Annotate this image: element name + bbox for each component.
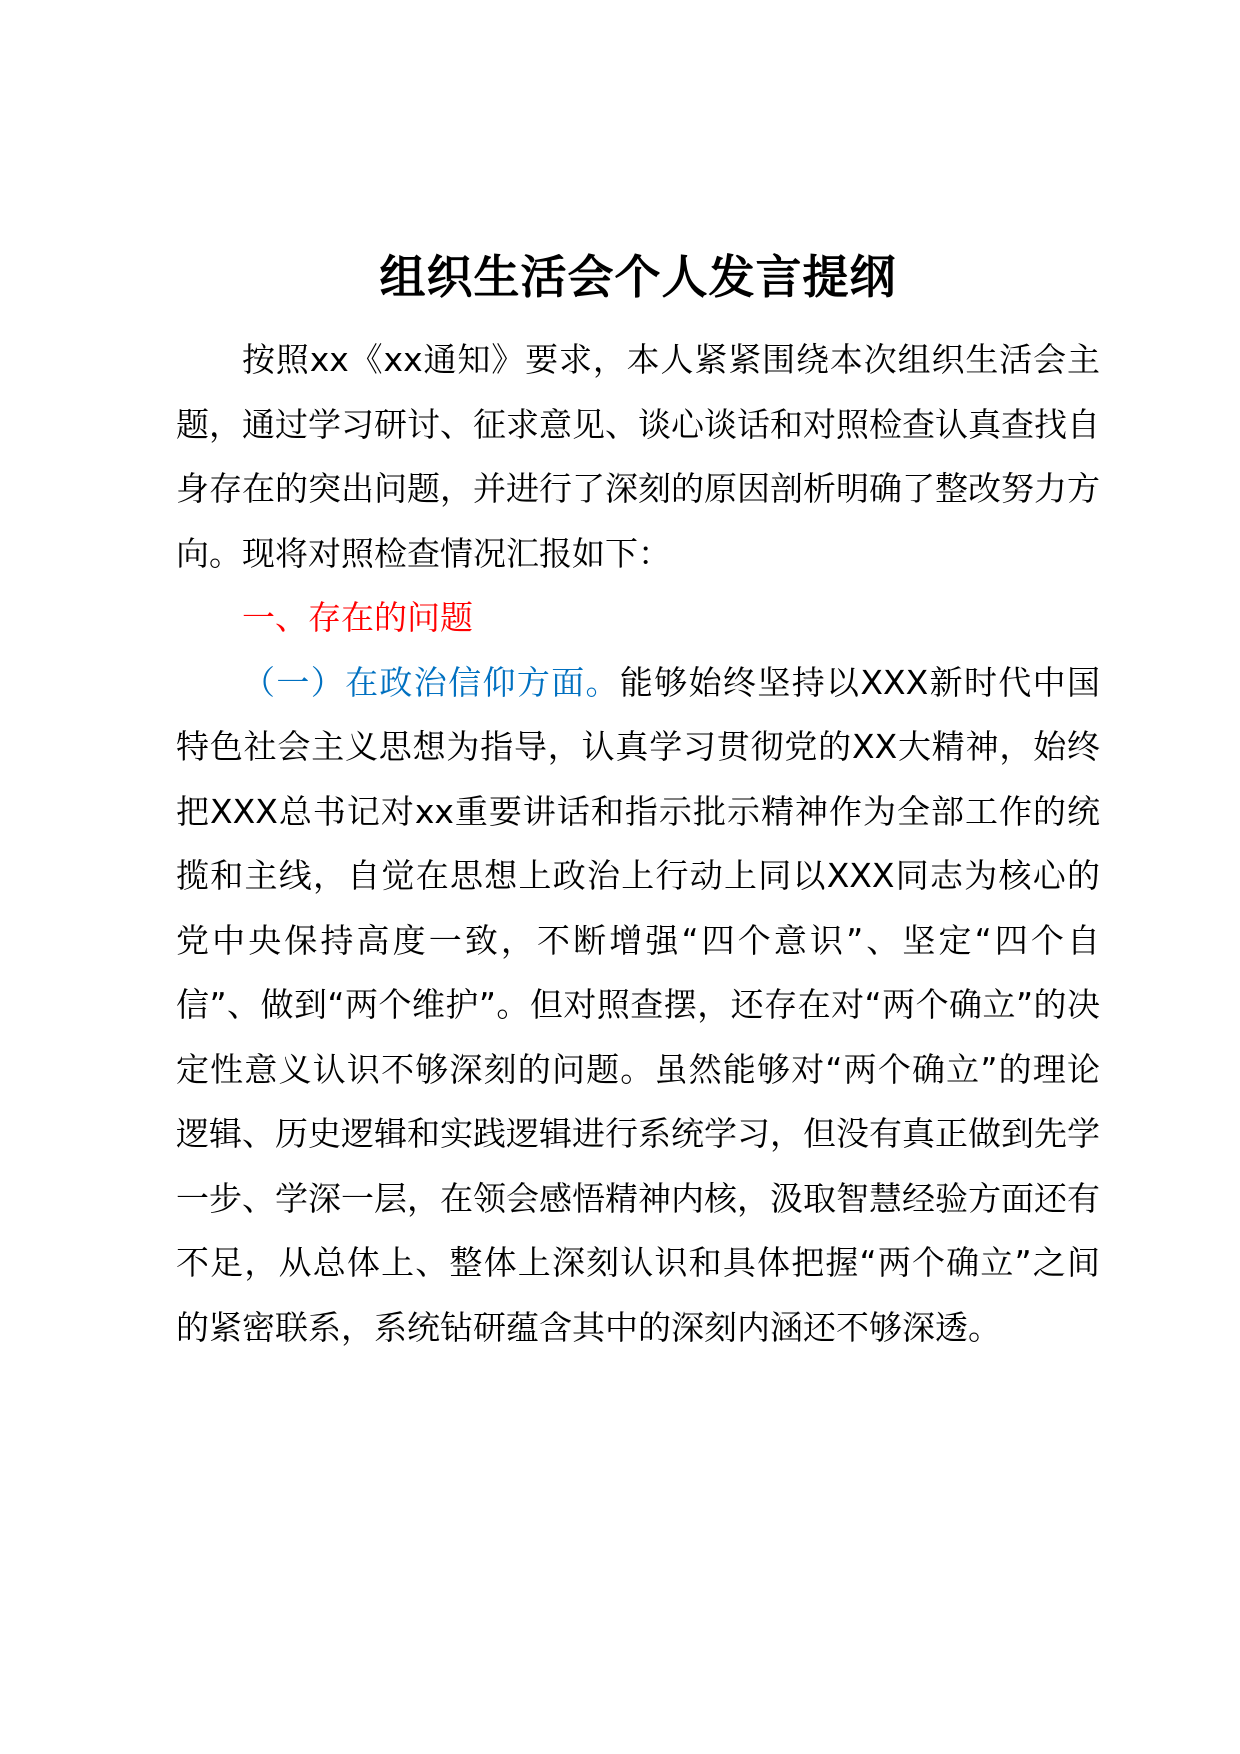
sub-heading-political-belief: （一）在政治信仰方面。	[242, 662, 620, 702]
section-heading-problems: 一、存在的问题	[242, 598, 473, 637]
political-belief-paragraph	[176, 651, 1100, 1361]
document-title: 组织生活会个人发言提纲	[379, 250, 897, 304]
document-content	[176, 246, 1100, 1360]
intro-paragraph: 按照xx《xx通知》要求，本人紧紧围绕本次组织生活会主题，通过学习研讨、征求意见、谈心谈话和对照检查认真查找自身存在的突出问题，并进行了深刻的原因剖析明确了整改努力方向。现将对照检查情况汇报如下：	[176, 340, 1100, 573]
political-belief-body: 能够始终坚持以XXX新时代中国特色社会主义思想为指导，认真学习贯彻党的XX大精神，始终把XXX总书记对xx重要讲话和指示批示精神作为全部工作的统揽和主线，自觉在思想上政治上行动上同以XXX同志为核心的党中央保持高度一致，不断增强“四个意识”、坚定“四个自信”、做到“两个维护”。但对照查摆，还存在对“两个确立”的决定性意义认识不够深刻的问题。虽然能够对“两个确立”的理论逻辑、历史逻辑和实践逻辑进行系统学习，但没有真正做到先学一步、学深一层，在领会感悟精神内核，汲取智慧经验方面还有不足，从总体上、整体上深刻认识和具体把握“两个确立”之间的紧密联系，系统钻研蕴含其中的深刻内涵还不够深透。	[176, 662, 1101, 1347]
